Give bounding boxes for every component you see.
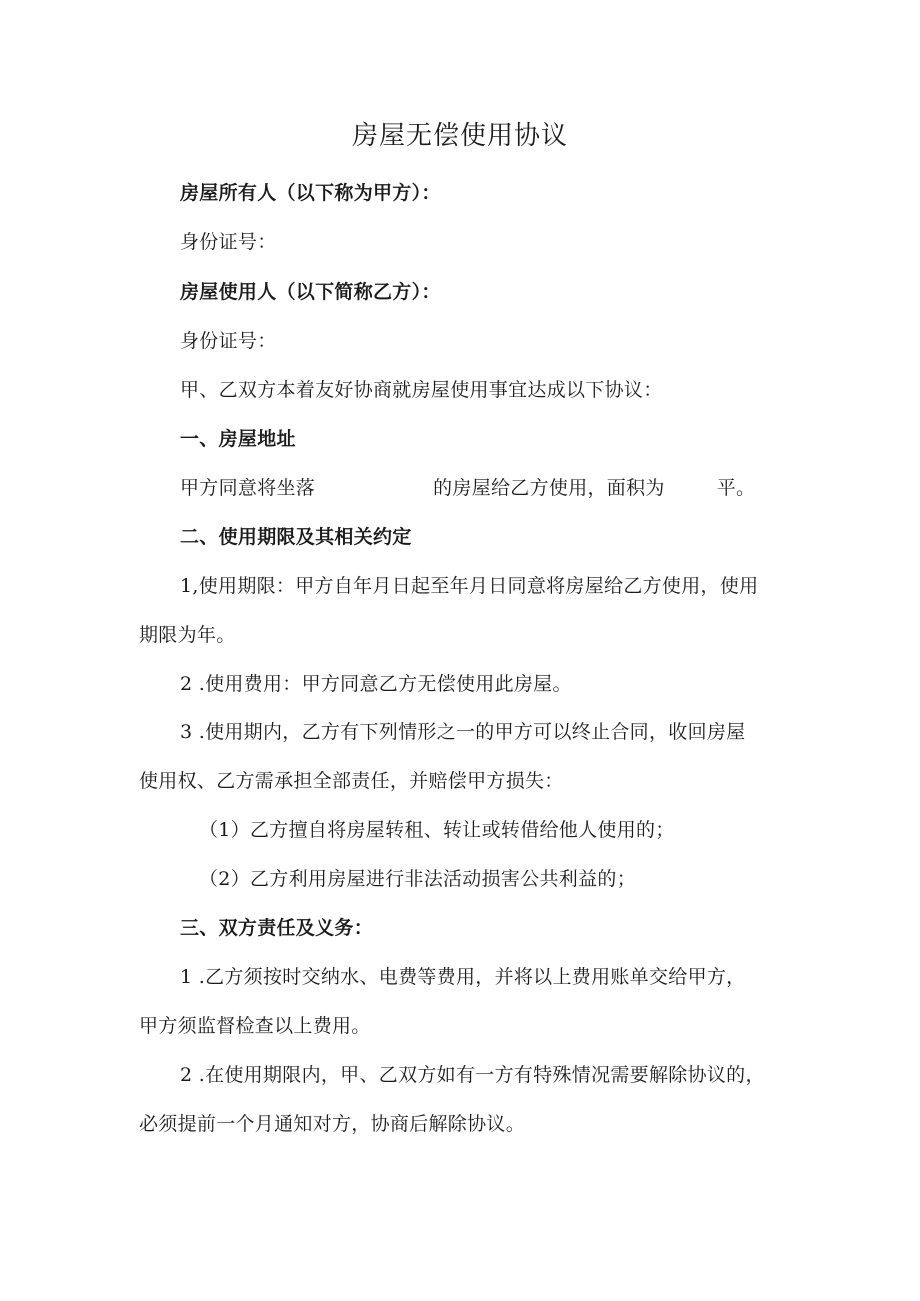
intro-paragraph: 甲、乙双方本着友好协商就房屋使用事宜达成以下协议： — [180, 379, 663, 401]
section2-case2: （2）乙方利用房屋进行非法活动损害公共利益的； — [199, 868, 636, 890]
address-text-b: 的房屋给乙方使用，面积为 — [433, 477, 665, 499]
section2-item3-line1: 3 .使用期内，乙方有下列情形之一的甲方可以终止合同，收回房屋 — [180, 721, 746, 743]
user-label: 房屋使用人（以下简称乙方）： — [180, 281, 441, 303]
section1-heading: 一、房屋地址 — [180, 428, 296, 450]
section3-item1-line2: 甲方须监督检查以上费用。 — [139, 1015, 371, 1037]
section3-item2-line1: 2 .在使用期限内，甲、乙双方如有一方有特殊情况需要解除协议的， — [180, 1064, 765, 1086]
section3-heading: 三、双方责任及义务： — [180, 917, 374, 939]
user-id-label: 身份证号： — [180, 330, 277, 352]
section2-item2: 2 .使用费用：甲方同意乙方无偿使用此房屋。 — [180, 673, 572, 695]
section2-heading: 二、使用期限及其相关约定 — [180, 526, 412, 548]
section3-item2-line2: 必须提前一个月通知对方，协商后解除协议。 — [139, 1113, 526, 1135]
section2-item3-line2: 使用权、乙方需承担全部责任，并赔偿甲方损失： — [139, 770, 564, 792]
section2-item1-line1: 1,使用期限：甲方自年月日起至年月日同意将房屋给乙方使用，使用 — [180, 575, 759, 597]
address-text-a: 甲方同意将坐落 — [180, 477, 316, 499]
address-text-c: 平。 — [716, 477, 756, 499]
owner-id-label: 身份证号： — [180, 231, 277, 253]
document-title: 房屋无偿使用协议 — [351, 121, 568, 151]
section2-item1-line2: 期限为年。 — [139, 624, 236, 646]
owner-label: 房屋所有人（以下称为甲方）： — [180, 182, 441, 204]
section2-case1: （1）乙方擅自将房屋转租、转让或转借给他人使用的； — [199, 819, 675, 841]
section3-item1-line1: 1 .乙方须按时交纳水、电费等费用，并将以上费用账单交给甲方， — [180, 966, 746, 988]
section1-address-line — [180, 476, 755, 500]
